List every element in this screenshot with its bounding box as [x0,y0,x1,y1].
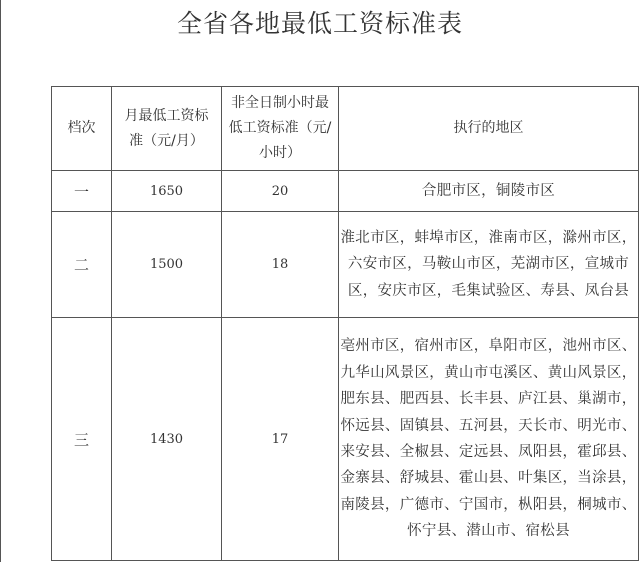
header-monthly: 月最低工资标准（元/月） [112,87,222,171]
monthly-cell: 1430 [112,318,222,561]
grade-cell: 三 [52,318,112,561]
regions-cell: 淮北市区，蚌埠市区，淮南市区，滁州市区，六安市区，马鞍山市区，芜湖市区，宣城市区，安庆市区，毛集试验区、寿县、凤台县 [339,212,639,318]
table-header-row [52,87,639,171]
page-title: 全省各地最低工资标准表 [176,9,463,38]
wage-table [51,86,639,561]
hourly-cell: 20 [222,171,339,212]
grade-cell: 一 [52,171,112,212]
table-row [52,171,639,212]
monthly-cell: 1500 [112,212,222,318]
regions-cell: 合肥市区，铜陵市区 [339,171,639,212]
table-row [52,318,639,561]
grade-cell: 二 [52,212,112,318]
header-hourly: 非全日制小时最低工资标准（元/小时） [222,87,339,171]
header-grade: 档次 [52,87,112,171]
hourly-cell: 18 [222,212,339,318]
header-regions: 执行的地区 [339,87,639,171]
table-row [52,212,639,318]
regions-cell: 亳州市区，宿州市区，阜阳市区，池州市区、九华山风景区，黄山市屯溪区、黄山风景区，肥东县、肥西县、长丰县、庐江县、巢湖市，怀远县、固镇县、五河县，天长市、明光市、来安县、全椒县、定远县、凤阳县，霍邱县、金寨县、舒城县、霍山县、叶集区，当涂县，南陵县，广德市、宁国市，枞阳县，桐城市、怀宁县、潜山市、宿松县 [339,318,639,561]
hourly-cell: 17 [222,318,339,561]
monthly-cell: 1650 [112,171,222,212]
